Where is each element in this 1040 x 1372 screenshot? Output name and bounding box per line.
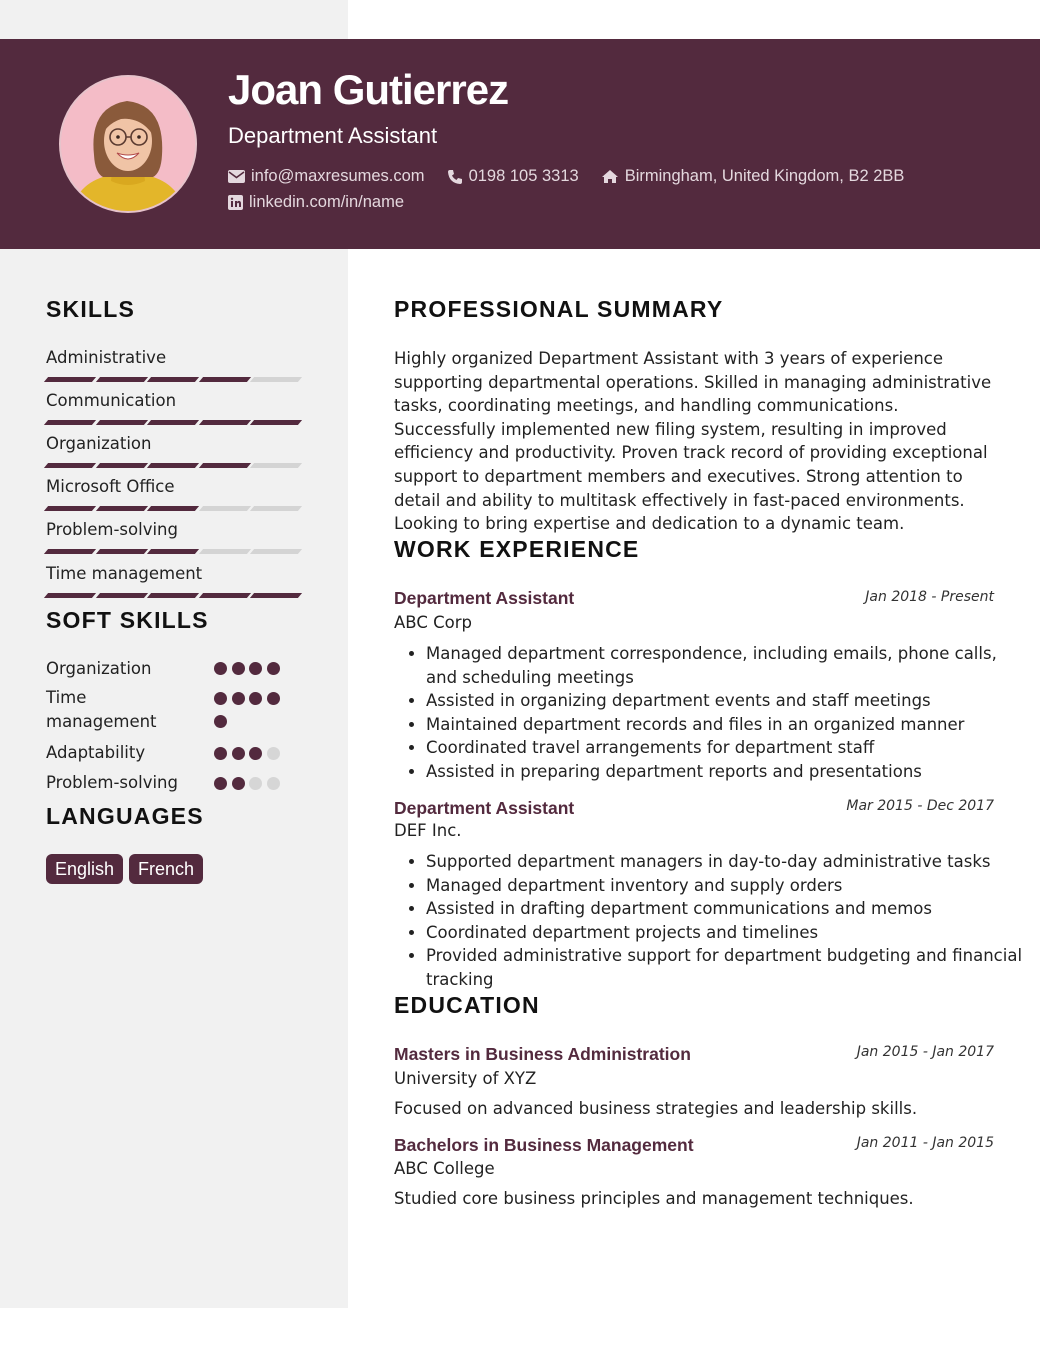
soft-skill-name: Time management <box>46 688 157 731</box>
job-bullet: • Maintained department records and files in an organized manner <box>426 713 1026 737</box>
summary-text: Highly organized Department Assistant with 3 years of experience supporting departmental operations. Skilled in managing administrative tasks, coordinating meetings, and handling communications. Successfully implemented new filing system, resulting in improved efficiency and productivity. Proven track record of providing exceptional support to department members and executives. Strong attention to detail and ability to multitask effectively in fast-paced environments. Looking to bring expertise and dedication to a dynamic team. <box>394 349 992 534</box>
education-degree-1: Masters in Business Administration <box>394 1044 691 1064</box>
rating-dot <box>267 747 280 760</box>
skill-level-segment <box>250 549 302 554</box>
avatar <box>59 75 197 213</box>
language-badge-french: French <box>129 854 203 884</box>
skill-level-segment <box>95 420 147 425</box>
skill-level-bar <box>46 377 304 382</box>
job-company-1: ABC Corp <box>394 613 472 632</box>
education-description-2: Studied core business principles and management techniques. <box>394 1189 914 1208</box>
summary-section-title: PROFESSIONAL SUMMARY <box>394 296 724 322</box>
skill-level-segment <box>250 420 302 425</box>
rating-dot <box>232 777 245 790</box>
contact-linkedin[interactable] <box>228 193 404 212</box>
job-bullet: • Managed department inventory and supply orders <box>426 874 1026 898</box>
job-bullet: • Assisted in preparing department reports and presentations <box>426 760 1026 784</box>
job-bullet: • Coordinated travel arrangements for department staff <box>426 736 1026 760</box>
skill-level-segment <box>198 549 250 554</box>
rating-dot <box>214 662 227 675</box>
contact-email[interactable] <box>228 167 425 186</box>
rating-dot <box>214 692 227 705</box>
skill-level-segment <box>95 463 147 468</box>
job-title-1: Department Assistant <box>394 588 575 608</box>
rating-dot <box>267 662 280 675</box>
skill-level-segment <box>250 463 302 468</box>
contact-address <box>601 167 905 186</box>
candidate-job-title: Department Assistant <box>228 123 438 148</box>
skill-level-segment <box>95 377 147 382</box>
skill-level-segment <box>147 463 199 468</box>
skill-level-segment <box>44 420 96 425</box>
rating-dot <box>267 692 280 705</box>
skill-level-bar <box>46 593 304 598</box>
skill-name: Microsoft Office <box>46 477 175 496</box>
education-dates-2: Jan 2011 - Jan 2015 <box>856 1135 994 1151</box>
skill-level-segment <box>44 463 96 468</box>
education-school-2: ABC College <box>394 1159 495 1178</box>
education-section-title: EDUCATION <box>394 992 540 1018</box>
skill-level-segment <box>147 506 199 511</box>
soft-skills-section-title: SOFT SKILLS <box>46 607 209 633</box>
skill-level-segment <box>95 593 147 598</box>
skill-level-segment <box>147 377 199 382</box>
rating-dot <box>249 662 262 675</box>
education-dates-1: Jan 2015 - Jan 2017 <box>856 1044 994 1060</box>
envelope-icon <box>228 170 245 183</box>
job-bullet: • Coordinated department projects and timelines <box>426 921 1026 945</box>
skill-level-segment <box>198 420 250 425</box>
soft-skill-name: Organization <box>46 659 152 678</box>
skill-level-segment <box>250 377 302 382</box>
rating-dot <box>267 777 280 790</box>
soft-skill-rating <box>214 692 294 738</box>
linkedin-text: linkedin.com/in/name <box>249 193 404 211</box>
skill-level-segment <box>147 549 199 554</box>
skill-name: Problem-solving <box>46 520 178 539</box>
education-description-1: Focused on advanced business strategies and leadership skills. <box>394 1099 918 1118</box>
job-bullet: • Assisted in drafting department communications and memos <box>426 897 1026 921</box>
linkedin-icon <box>228 195 243 210</box>
skill-name: Communication <box>46 391 177 410</box>
skill-level-segment <box>44 506 96 511</box>
rating-dot <box>232 692 245 705</box>
job-bullets-1 <box>394 642 1026 784</box>
skill-level-segment <box>44 377 96 382</box>
job-title-2: Department Assistant <box>394 798 575 818</box>
job-bullets-2 <box>394 850 1026 992</box>
skill-level-segment <box>198 463 250 468</box>
soft-skill-name: Adaptability <box>46 743 146 762</box>
skill-level-segment <box>147 593 199 598</box>
soft-skill-name: Problem-solving <box>46 773 178 792</box>
skill-name: Time management <box>46 564 203 583</box>
phone-text: 0198 105 3313 <box>468 167 579 185</box>
rating-dot <box>214 747 227 760</box>
skill-level-bar <box>46 463 304 468</box>
skill-name: Organization <box>46 434 152 453</box>
candidate-name: Joan Gutierrez <box>228 66 509 113</box>
soft-skill-rating <box>214 777 294 800</box>
job-dates-2: Mar 2015 - Dec 2017 <box>846 798 994 814</box>
address-text: Birmingham, United Kingdom, B2 2BB <box>624 167 905 185</box>
skill-level-bar <box>46 549 304 554</box>
contact-phone[interactable] <box>447 167 579 186</box>
rating-dot <box>214 777 227 790</box>
contact-row-secondary <box>228 193 426 212</box>
skill-level-segment <box>250 506 302 511</box>
job-bullet: • Supported department managers in day-to-day administrative tasks <box>426 850 1026 874</box>
skills-section-title: SKILLS <box>46 296 135 322</box>
languages-section-title: LANGUAGES <box>46 803 204 829</box>
job-company-2: DEF Inc. <box>394 821 462 840</box>
skill-level-segment <box>198 377 250 382</box>
email-text: info@maxresumes.com <box>251 167 425 185</box>
skill-level-segment <box>95 506 147 511</box>
job-dates-1: Jan 2018 - Present <box>865 589 994 605</box>
language-badge-english: English <box>46 854 123 884</box>
home-icon <box>601 169 619 184</box>
skill-level-segment <box>44 549 96 554</box>
skill-level-segment <box>198 506 250 511</box>
rating-dot <box>232 662 245 675</box>
skill-level-bar <box>46 506 304 511</box>
header-banner <box>0 39 1040 249</box>
job-bullet: • Provided administrative support for department budgeting and financial tracking <box>426 944 1026 991</box>
job-bullet: • Managed department correspondence, including emails, phone calls, and scheduling meetings <box>426 642 1026 689</box>
contact-row-primary <box>228 167 926 186</box>
education-school-1: University of XYZ <box>394 1069 537 1088</box>
rating-dot <box>232 747 245 760</box>
job-bullet: • Assisted in organizing department events and staff meetings <box>426 689 1026 713</box>
rating-dot <box>249 777 262 790</box>
skill-level-segment <box>44 593 96 598</box>
skill-level-segment <box>95 549 147 554</box>
skill-level-segment <box>147 420 199 425</box>
experience-section-title: WORK EXPERIENCE <box>394 536 640 562</box>
skill-name: Administrative <box>46 348 167 367</box>
skill-level-segment <box>250 593 302 598</box>
soft-skill-rating <box>214 662 294 685</box>
rating-dot <box>249 747 262 760</box>
education-degree-2: Bachelors in Business Management <box>394 1135 694 1155</box>
rating-dot <box>214 715 227 728</box>
rating-dot <box>249 692 262 705</box>
soft-skill-rating <box>214 747 294 770</box>
phone-icon <box>447 169 463 185</box>
skill-level-segment <box>198 593 250 598</box>
skill-level-bar <box>46 420 304 425</box>
